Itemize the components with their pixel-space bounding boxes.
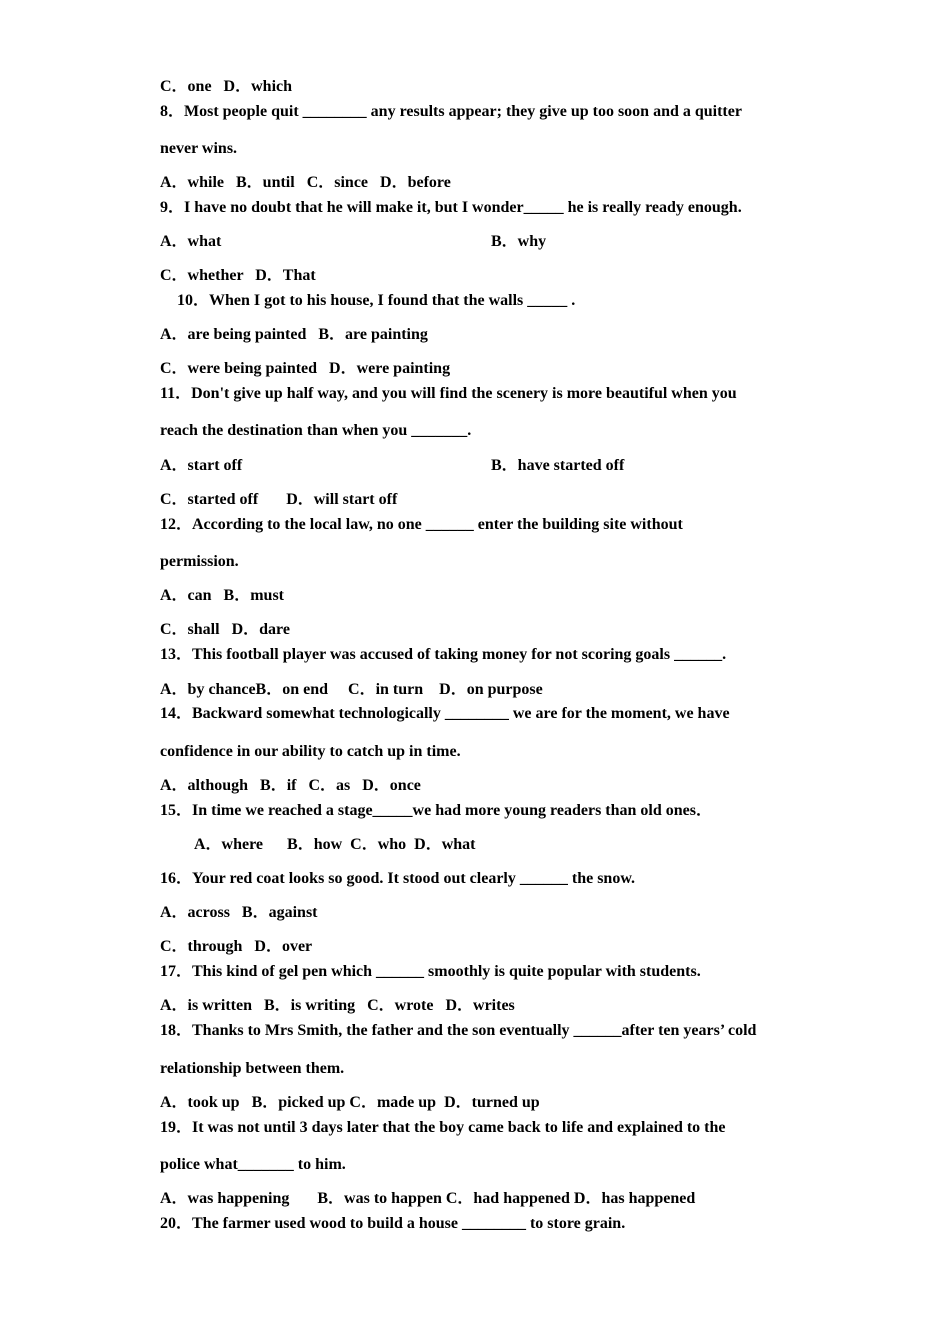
options-12-ab: A．can B．must — [160, 587, 285, 604]
question-17: 17．This kind of gel pen which ______ smoothly is quite popular with students. — [160, 963, 701, 980]
question-8-line-2: never wins. — [160, 140, 238, 157]
options-10-ab: A．are being painted B．are painting — [160, 326, 428, 343]
question-11-line-1: 11．Don't give up half way, and you will find the scenery is more beautiful when you — [160, 385, 737, 402]
options-14: A．although B．if C．as D．once — [160, 777, 421, 794]
options-15: A．where B．how C．who D．what — [194, 836, 476, 853]
option-9-b: B．why — [491, 233, 547, 250]
options-17: A．is written B．is writing C．wrote D．writes — [160, 997, 515, 1014]
options-7-cd: C．one D．which — [160, 78, 293, 95]
question-20: 20．The farmer used wood to build a house ________ to store grain. — [160, 1215, 626, 1232]
question-18-line-1: 18．Thanks to Mrs Smith, the father and the son eventually ______after ten years’ cold — [160, 1022, 757, 1039]
option-11-a: A．start off — [160, 457, 243, 474]
question-10: 10．When I got to his house, I found that the walls _____ . — [177, 292, 576, 309]
question-9: 9．I have no doubt that he will make it, but I wonder_____ he is really ready enough. — [160, 199, 742, 216]
options-9-cd: C．whether D．That — [160, 267, 316, 284]
options-10-cd: C．were being painted D．were painting — [160, 360, 451, 377]
question-16: 16．Your red coat looks so good. It stood out clearly ______ the snow. — [160, 870, 635, 887]
question-11-line-2: reach the destination than when you _______. — [160, 422, 472, 439]
options-16-ab: A．across B．against — [160, 904, 318, 921]
options-16-cd: C．through D．over — [160, 938, 313, 955]
question-13: 13．This football player was accused of taking money for not scoring goals ______. — [160, 646, 727, 663]
options-12-cd: C．shall D．dare — [160, 621, 290, 638]
question-14-line-2: confidence in our ability to catch up in time. — [160, 743, 461, 760]
question-12-line-1: 12．According to the local law, no one ______ enter the building site without — [160, 516, 683, 533]
options-11-cd: C．started off D．will start off — [160, 491, 398, 508]
question-15: 15．In time we reached a stage_____we had more young readers than old ones． — [160, 802, 712, 819]
question-8-line-1: 8．Most people quit ________ any results appear; they give up too soon and a quitter — [160, 103, 742, 120]
option-11-b: B．have started off — [491, 457, 625, 474]
question-14-line-1: 14．Backward somewhat technologically ________ we are for the moment, we have — [160, 705, 730, 722]
options-19: A．was happening B．was to happen C．had happened D．has happened — [160, 1190, 696, 1207]
option-9-a: A．what — [160, 233, 222, 250]
options-13: A．by chanceB．on end C．in turn D．on purpose — [160, 681, 543, 698]
question-18-line-2: relationship between them. — [160, 1060, 345, 1077]
question-19-line-2: police what_______ to him. — [160, 1156, 346, 1173]
options-8: A．while B．until C．since D．before — [160, 174, 451, 191]
question-19-line-1: 19．It was not until 3 days later that the boy came back to life and explained to the — [160, 1119, 726, 1136]
options-18: A．took up B．picked up C．made up D．turned up — [160, 1094, 540, 1111]
question-12-line-2: permission. — [160, 553, 239, 570]
